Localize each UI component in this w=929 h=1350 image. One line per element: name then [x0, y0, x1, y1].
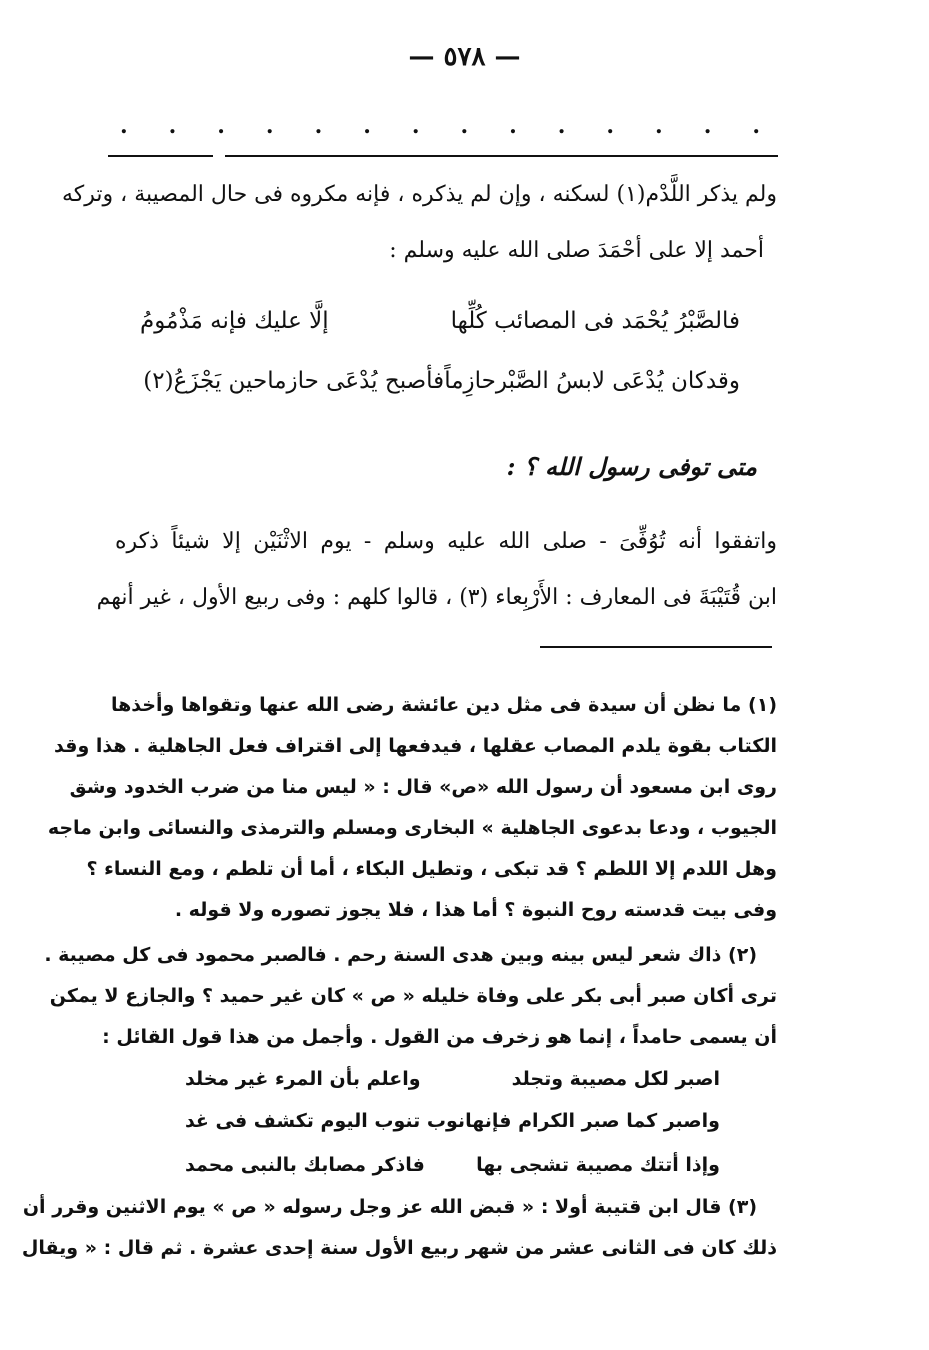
ornament-dot: . [120, 113, 128, 139]
verse-hemistich-second: فاذكر مصابك بالنبى محمد [185, 1154, 425, 1176]
ornament-dot: . [752, 113, 760, 139]
footnote-verse-line [185, 1064, 720, 1094]
footnote-verse-line [185, 1150, 720, 1180]
footnote-line: وفى بيت قدسته روح النبوة ؟ أما هذا ، فلا يجوز تصوره ولا قوله . [174, 899, 777, 921]
verse-line [140, 305, 740, 337]
header-rule-right [225, 155, 778, 157]
footnote-line: الجيوب ، ودعا بدعوى الجاهلية » البخارى ومسلم والترمذى والنسائى وابن ماجه [47, 817, 777, 839]
body-line: أحمد إلا على أحْمَدَ صلى الله عليه وسلم : [389, 238, 764, 263]
page-number: — ٥٧٨ — [408, 42, 521, 72]
body-line: ولم يذكر اللَّدْم(١) لسكنه ، وإن لم يذكره ، فإنه مكروه فى حال المصيبة ، وتركه [61, 182, 777, 207]
ornament-dot: . [168, 113, 177, 139]
footnote-line: ذلك كان فى الثانى عشر من شهر ربيع الأول سنة إحدى عشرة . ثم قال : « ويقال [21, 1237, 777, 1259]
ornament-dots [120, 113, 760, 139]
footnote-verse-line [185, 1106, 720, 1136]
footnote-line: وهل اللدم إلا اللطم ؟ قد تبكى ، وتطيل البكاء ، أما أن تلطم ، ومع النساء ؟ [86, 858, 777, 880]
ornament-dot: . [314, 113, 323, 139]
ornament-dot: . [265, 113, 274, 139]
footnote-line: ترى أكان صبر أبى بكر على وفاة خليله « ص » كان غير حميد ؟ والجازع لا يمكن [49, 985, 777, 1007]
footnote-line: الكتاب بقوة يلدم المصاب عقلها ، فيدفعها إلى اقتراف فعل الجاهلية . هذا وقد [54, 735, 777, 757]
verse-hemistich-second: نوب تنوب اليوم تكشف فى غد [184, 1110, 466, 1132]
footnote-separator [540, 646, 772, 648]
body-line: واتفقوا أنه تُوُفِّىَ - صلى الله عليه وسلم - يوم الاثْنَيْن إلا شيئاً ذكره [115, 529, 777, 554]
verse-hemistich-first: وإذا أتتك مصيبة تشجى بها [476, 1154, 720, 1176]
verse-line [143, 365, 740, 397]
header-rule-left [108, 155, 213, 157]
ornament-dot: . [460, 113, 469, 139]
footnote-line: (٢) ذاك شعر ليس بينه وبين هدى السنة رحم . فالصبر محمود فى كل مصيبة . [44, 944, 757, 966]
verse-hemistich-first: واصبر كما صبر الكرام فإنها [465, 1110, 720, 1132]
ornament-dot: . [509, 113, 517, 139]
ornament-dot: . [557, 113, 566, 139]
footnote-line: (٣) قال ابن قتيبة أولا : « قبض الله عز وجل رسوله « ص » يوم الاثنين وقرر أن [22, 1196, 757, 1218]
verse-hemistich-first: وقدكان يُدْعَى لابسُ الصَّبْرحازِماً [444, 368, 740, 394]
ornament-dot: . [703, 113, 712, 139]
footnote-line: (١) ما نظن أن سيدة فى مثل دين عائشة رضى الله عنها وتقواها وأخذها [111, 694, 777, 716]
verse-hemistich-first: فالصَّبْرُ يُحْمَد فى المصائب كُلِّها [450, 308, 740, 334]
verse-hemistich-first: اصبر لكل مصيبة وتجلد [511, 1068, 720, 1090]
footnote-line: روى ابن مسعود أن رسول الله «ص» قال : « ليس منا من ضرب الخدود وشق [69, 776, 777, 798]
ornament-dot: . [217, 113, 225, 139]
section-heading: متى توفى رسول الله ؟ : [506, 452, 757, 481]
verse-hemistich-second: واعلم بأن المرء غير مخلد [185, 1068, 421, 1090]
ornament-dot: . [606, 113, 615, 139]
ornament-dot: . [655, 113, 663, 139]
body-line: ابن قُتَيْبَةَ فى المعارف : الأَرْبِعاء (٣) ، قالوا كلهم : وفى ربيع الأول ، غير أنهم [96, 585, 777, 610]
ornament-dot: . [363, 113, 371, 139]
verse-hemistich-second: إلَّا عليك فإنه مَذْمُومُ [140, 308, 329, 334]
verse-hemistich-second: فأصبح يُدْعَى حازماحين يَجْزَعُ(٢) [143, 368, 445, 394]
ornament-dot: . [411, 113, 420, 139]
footnote-line: أن يسمى حامداً ، إنما هو زخرف من القول . وأجمل من هذا قول القائل : [102, 1026, 777, 1048]
